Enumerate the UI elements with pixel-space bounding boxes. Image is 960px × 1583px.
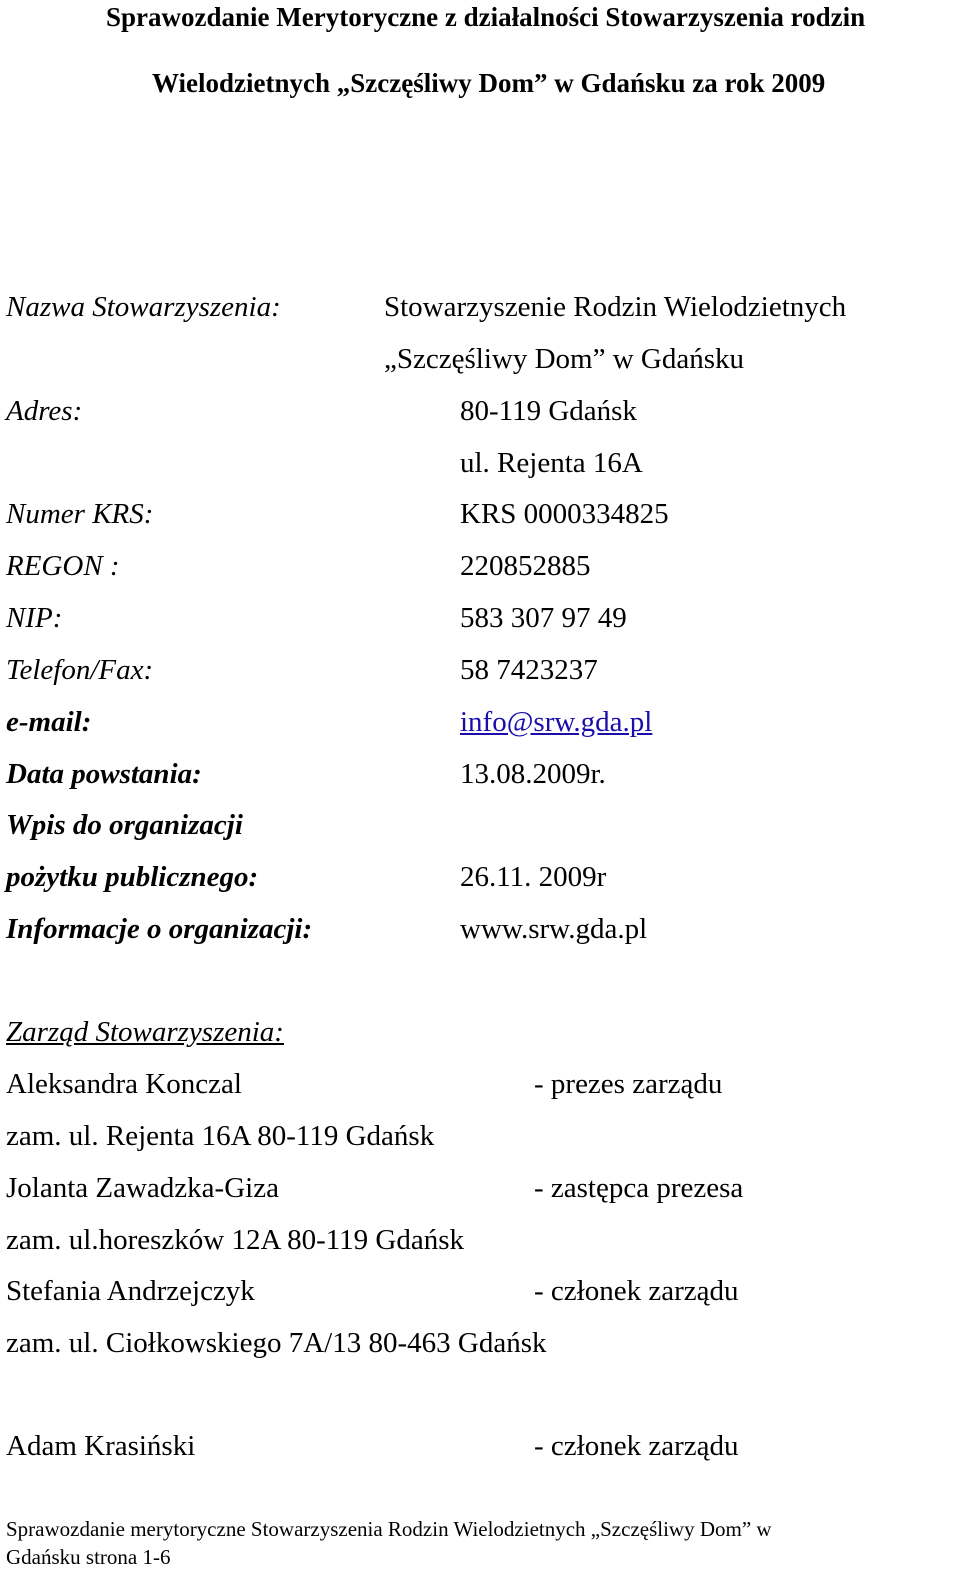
board-member-address: zam. ul. Rejenta 16A 80-119 Gdańsk	[6, 1120, 435, 1152]
opp-value: 26.11. 2009r	[460, 861, 607, 893]
regon-label: REGON :	[6, 550, 120, 582]
document-title-line-1: Sprawozdanie Merytoryczne z działalności Stowarzyszenia rodzin	[106, 2, 866, 32]
name-value-line-2: „Szczęśliwy Dom” w Gdańsku	[384, 343, 744, 375]
phone-label: Telefon/Fax:	[6, 654, 154, 686]
board-member-name: Adam Krasiński	[6, 1430, 196, 1462]
email-link[interactable]: info@srw.gda.pl	[460, 706, 653, 738]
board-member-address: zam. ul.horeszków 12A 80-119 Gdańsk	[6, 1224, 465, 1256]
opp-label-line-1: Wpis do organizacji	[6, 809, 243, 841]
address-value-line-1: 80-119 Gdańsk	[460, 395, 637, 427]
board-member-name: Stefania Andrzejczyk	[6, 1275, 255, 1307]
address-value-line-2: ul. Rejenta 16A	[460, 447, 643, 479]
web-label: Informacje o organizacji:	[6, 913, 313, 945]
regon-value: 220852885	[460, 550, 591, 582]
board-member-role: - zastępca prezesa	[534, 1172, 744, 1204]
founded-value: 13.08.2009r.	[460, 758, 606, 790]
board-member-role: - prezes zarządu	[534, 1068, 723, 1100]
krs-value: KRS 0000334825	[460, 498, 669, 530]
board-member-role: - członek zarządu	[534, 1430, 739, 1462]
footer-line-2: Gdańsku strona 1-6	[6, 1545, 171, 1569]
board-heading: Zarząd Stowarzyszenia:	[6, 1016, 284, 1048]
web-value: www.srw.gda.pl	[460, 913, 648, 945]
phone-value: 58 7423237	[460, 654, 598, 686]
nip-value: 583 307 97 49	[460, 602, 627, 634]
founded-label: Data powstania:	[6, 758, 202, 790]
opp-label-line-2: pożytku publicznego:	[6, 861, 259, 893]
board-member-address: zam. ul. Ciołkowskiego 7A/13 80-463 Gdańsk	[6, 1327, 547, 1359]
nip-label: NIP:	[6, 602, 63, 634]
board-member-role: - członek zarządu	[534, 1275, 739, 1307]
name-value-line-1: Stowarzyszenie Rodzin Wielodzietnych	[384, 291, 847, 323]
board-member-name: Jolanta Zawadzka-Giza	[6, 1172, 279, 1204]
email-label: e-mail:	[6, 706, 92, 738]
document-title-line-2: Wielodzietnych „Szczęśliwy Dom” w Gdańsku za rok 2009	[152, 68, 826, 98]
krs-label: Numer KRS:	[6, 498, 154, 530]
footer-line-1: Sprawozdanie merytoryczne Stowarzyszenia Rodzin Wielodzietnych „Szczęśliwy Dom” w	[6, 1517, 772, 1541]
address-label: Adres:	[6, 395, 83, 427]
name-label: Nazwa Stowarzyszenia:	[6, 291, 281, 323]
board-member-name: Aleksandra Konczal	[6, 1068, 242, 1100]
